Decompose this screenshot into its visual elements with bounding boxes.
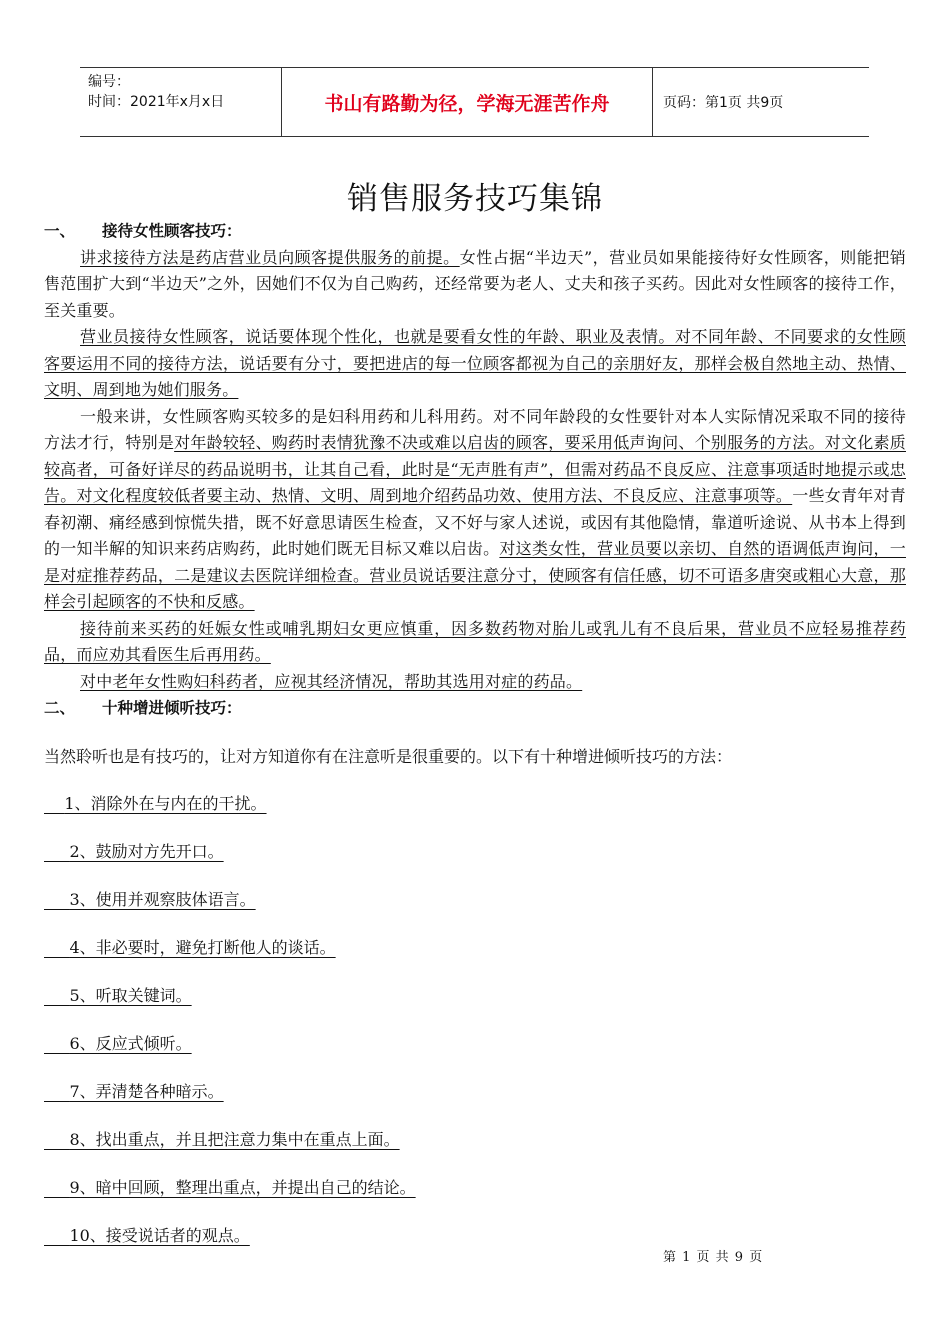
list-item <box>44 1175 906 1223</box>
list-item-text: 4、非必要时，避免打断他人的谈话。 <box>69 938 336 957</box>
list-item-text: 8、找出重点，并且把注意力集中在重点上面。 <box>69 1130 400 1149</box>
list-item-text: 2、鼓励对方先开口。 <box>69 842 224 861</box>
list-item <box>44 983 906 1031</box>
paragraph <box>44 324 906 404</box>
section-heading-2 <box>44 695 906 722</box>
header-motto: 书山有路勤为径，学海无涯苦作舟 <box>281 68 653 136</box>
page-footer: 第 1 页 共 9 页 <box>663 1250 764 1265</box>
list-item <box>44 1127 906 1175</box>
number-label: 编号： <box>88 74 130 90</box>
section-number: 一、 <box>44 222 76 240</box>
plain-text: 一般来讲，女性顾客购买较多的是妇科用药和儿科用药。对不同年龄段的女性要针对本人实际情况采取不同的接待方法才行，特别是 <box>44 406 906 452</box>
list-item <box>44 935 906 983</box>
list-item-text: 1、消除外在与内在的干扰。 <box>64 794 267 813</box>
paragraph <box>44 245 906 325</box>
list-item-text: 3、使用并观察肢体语言。 <box>69 890 256 909</box>
plain-text: 女性占据“半边天”，营业员如果能接待好女性顾客，则能把销售范围扩大到“半边天”之外，因她们不仅为自己购药，还经常要为老人、丈夫和孩子买药。因此对女性顾客的接待工作，至关重要。 <box>44 247 906 320</box>
paragraph <box>44 404 906 616</box>
list-item <box>44 1079 906 1127</box>
list-item-text: 9、暗中回顾，整理出重点，并提出自己的结论。 <box>69 1178 416 1197</box>
section-number: 二、 <box>44 699 76 717</box>
list-item <box>44 887 906 935</box>
document-title: 销售服务技巧集锦 <box>347 181 603 217</box>
underlined-text: 对这类女性，营业员要以亲切、自然的语调低声询问，一是对症推荐药品，二是建议去医院详细检查。营业员说话要注意分寸，使顾客有信任感，切不可语多唐突或粗心大意，那样会引起顾客的不快和反感。 <box>44 539 906 611</box>
underlined-text: 接待前来买药的妊娠女性或哺乳期妇女更应慎重，因多数药物对胎儿或乳儿有不良后果，营业员不应轻易推荐药品，而应劝其看医生后再用药。 <box>44 618 906 664</box>
section-title: 十种增进倾听技巧： <box>102 699 242 717</box>
underlined-text: 对年龄较轻、购药时表情犹豫不决或难以启齿的顾客，要采用低声询问、个别服务的方法。对文化素质较高者，可备好详尽的药品说明书，让其自己看，此时是“无声胜有声”，但需对药品不良反应、注意事项适时地提示或忠告。对文化程度较低者要主动、热情、文明、周到地介绍药品功效、使用方法、不良反应、注意事项等。 <box>44 433 906 505</box>
section-intro: 当然聆听也是有技巧的，让对方知道你有在注意听是很重要的。以下有十种增进倾听技巧的方法： <box>44 746 733 766</box>
paragraph <box>44 669 906 696</box>
underlined-text: 对中老年女性购妇科药者，应视其经济情况，帮助其选用对症的药品。 <box>80 671 583 691</box>
list-item <box>44 1031 906 1079</box>
underlined-text: 讲求接待方法是药店营业员向顾客提供服务的前提。 <box>80 247 460 267</box>
list-item <box>44 791 906 839</box>
document-body <box>44 218 906 1271</box>
paragraph <box>44 616 906 669</box>
time-label: 时间：2021年x月x日 <box>88 94 225 110</box>
underlined-text: 营业员接待女性顾客，说话要体现个性化，也就是要看女性的年龄、职业及表情。对不同年龄、不同要求的女性顾客要运用不同的接待方法，说话要有分寸，要把进店的每一位顾客都视为自己的亲朋好友，那样会极自然地主动、热情、文明、周到地为她们服务。 <box>44 327 906 399</box>
header-table <box>80 67 869 137</box>
plain-text: 一些女青年对青春初潮、痛经感到惊慌失措，既不好意思请医生检查，又不好与家人述说，或因有其他隐情，靠道听途说、从书本上得到的一知半解的知识来药店购药，此时她们既无目标又难以启齿。 <box>44 486 906 558</box>
list-item <box>44 839 906 887</box>
listening-tips-list <box>44 791 906 1271</box>
list-item <box>44 1223 906 1271</box>
header-meta <box>80 68 281 136</box>
section-title: 接待女性顾客技巧： <box>102 222 242 240</box>
header-page-info: 页码：第1页 共9页 <box>663 95 784 111</box>
list-item-text: 5、听取关键词。 <box>69 986 192 1005</box>
section-heading-1 <box>44 218 906 245</box>
list-item-text: 10、接受说话者的观点。 <box>69 1226 250 1245</box>
list-item-text: 7、弄清楚各种暗示。 <box>69 1082 224 1101</box>
list-item-text: 6、反应式倾听。 <box>69 1034 192 1053</box>
